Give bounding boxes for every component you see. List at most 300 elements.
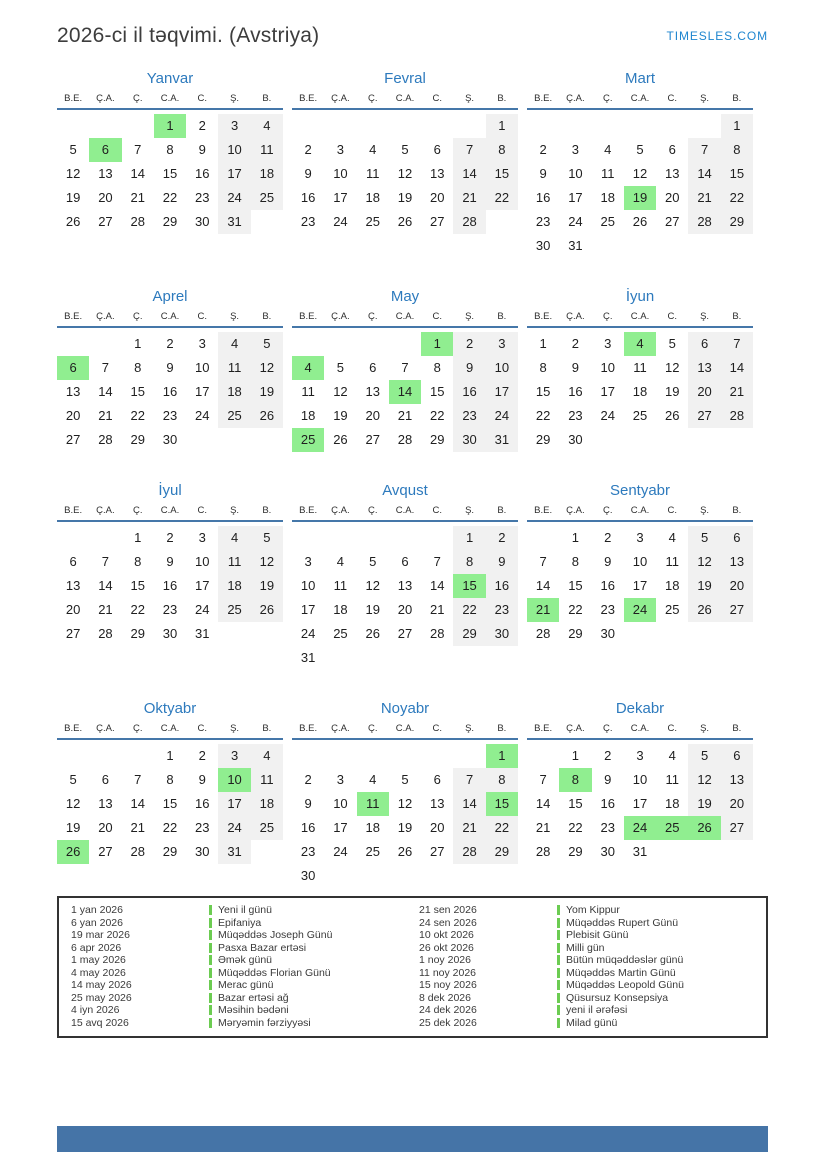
day-cell: 15 xyxy=(721,162,753,186)
week-row xyxy=(527,114,753,138)
day-cell: 30 xyxy=(195,214,210,229)
month-title: Mart xyxy=(625,70,655,87)
day-cell: 15 xyxy=(486,792,518,816)
day-cell: 10 xyxy=(218,138,250,162)
legend-date: 10 okt 2026 xyxy=(419,929,474,941)
week-row xyxy=(292,744,518,768)
day-cell: 20 xyxy=(397,602,413,617)
day-cell: 15 xyxy=(130,578,145,593)
day-cell xyxy=(656,234,688,258)
day-cell xyxy=(421,864,453,888)
holiday-legend xyxy=(57,896,768,1038)
legend-column-right xyxy=(419,904,754,1029)
day-cell: 13 xyxy=(65,578,81,593)
day-cell: 29 xyxy=(130,432,145,447)
day-cell: 7 xyxy=(401,360,409,375)
day-cell: 11 xyxy=(251,768,283,792)
day-cell: 30 xyxy=(162,432,178,447)
day-cell: 27 xyxy=(365,432,380,447)
day-cell: 25 xyxy=(218,404,250,428)
week-row xyxy=(292,598,518,622)
day-cell: 20 xyxy=(688,380,720,404)
week-row xyxy=(527,768,753,792)
day-cell: 16 xyxy=(486,574,518,598)
weekday-label: B.E. xyxy=(299,505,318,516)
day-cell xyxy=(389,744,421,768)
day-cell: 4 xyxy=(668,748,676,763)
day-cell: 24 xyxy=(624,598,656,622)
day-cell xyxy=(421,646,453,670)
week-row xyxy=(57,162,283,186)
day-cell: 29 xyxy=(486,840,518,864)
day-cell: 9 xyxy=(604,772,612,787)
day-cell: 4 xyxy=(292,356,324,380)
day-cell: 17 xyxy=(333,820,348,835)
weekday-label: Ş. xyxy=(465,93,475,104)
day-cell: 1 xyxy=(571,530,580,545)
day-cell: 15 xyxy=(568,796,583,811)
day-cell: 13 xyxy=(430,166,445,181)
weekday-label: B. xyxy=(497,723,507,734)
weekday-label: Ç. xyxy=(602,311,613,322)
day-cell: 18 xyxy=(218,574,250,598)
weekday-label: B.E. xyxy=(64,723,83,734)
day-cell: 12 xyxy=(65,796,81,811)
day-cell: 3 xyxy=(218,114,250,138)
day-cell: 20 xyxy=(98,190,113,205)
week-row xyxy=(527,380,753,404)
month-mart xyxy=(527,70,753,258)
legend-holiday-name xyxy=(557,967,754,980)
day-cell: 23 xyxy=(486,598,518,622)
weekday-label: B.E. xyxy=(534,723,553,734)
month-days xyxy=(57,744,283,864)
day-cell xyxy=(324,114,356,138)
week-row xyxy=(527,840,753,864)
day-cell: 21 xyxy=(721,380,753,404)
month-i̇yul xyxy=(57,482,283,646)
day-cell: 22 xyxy=(453,598,485,622)
day-cell: 3 xyxy=(571,142,580,157)
day-cell: 16 xyxy=(195,166,210,181)
legend-holiday-name xyxy=(209,904,419,917)
day-cell: 7 xyxy=(134,772,142,787)
month-yanvar xyxy=(57,70,283,234)
month-title: Noyabr xyxy=(380,700,430,717)
legend-holiday-name xyxy=(209,992,419,1005)
day-cell: 16 xyxy=(600,796,615,811)
day-cell: 14 xyxy=(453,162,485,186)
day-cell xyxy=(486,864,518,888)
day-cell: 29 xyxy=(430,432,445,447)
week-row xyxy=(292,550,518,574)
day-cell: 5 xyxy=(668,336,676,351)
day-cell: 23 xyxy=(195,190,210,205)
day-cell xyxy=(453,744,485,768)
day-cell: 26 xyxy=(397,214,413,229)
day-cell: 14 xyxy=(130,166,145,181)
day-cell: 10 xyxy=(632,772,648,787)
site-link[interactable]: TIMESLES.COM xyxy=(666,29,768,43)
legend-date: 1 may 2026 xyxy=(71,954,126,966)
day-cell: 13 xyxy=(365,384,380,399)
legend-holiday-label: yeni il ərəfəsi xyxy=(566,1004,628,1016)
weekday-label: C. xyxy=(197,505,208,516)
weekday-label: B. xyxy=(497,505,507,516)
week-row xyxy=(292,162,518,186)
week-row xyxy=(57,428,283,452)
day-cell: 24 xyxy=(218,816,250,840)
day-cell: 23 xyxy=(162,408,178,423)
day-cell: 8 xyxy=(134,360,142,375)
day-cell: 5 xyxy=(251,332,283,356)
month-days xyxy=(292,526,518,670)
day-cell xyxy=(688,234,720,258)
day-cell: 21 xyxy=(130,190,145,205)
day-cell xyxy=(324,332,356,356)
day-cell: 29 xyxy=(453,622,485,646)
legend-holiday-name xyxy=(209,917,419,930)
day-cell: 25 xyxy=(218,598,250,622)
day-cell: 9 xyxy=(166,554,174,569)
day-cell: 13 xyxy=(688,356,720,380)
day-cell: 3 xyxy=(636,530,644,545)
day-cell: 2 xyxy=(198,748,206,763)
day-cell: 21 xyxy=(430,602,445,617)
day-cell: 26 xyxy=(251,598,283,622)
week-row xyxy=(292,840,518,864)
day-cell: 20 xyxy=(721,574,753,598)
month-oktyabr xyxy=(57,700,283,864)
day-cell: 23 xyxy=(600,820,615,835)
day-cell: 16 xyxy=(162,384,178,399)
day-cell xyxy=(389,646,421,670)
day-cell: 30 xyxy=(162,626,178,641)
legend-holiday-label: Yom Kippur xyxy=(566,904,620,916)
month-may xyxy=(292,288,518,452)
day-cell xyxy=(57,114,89,138)
legend-marker-icon xyxy=(209,905,212,915)
day-cell: 9 xyxy=(486,550,518,574)
day-cell: 29 xyxy=(130,626,145,641)
weekday-label: C. xyxy=(197,311,208,322)
day-cell: 27 xyxy=(721,816,753,840)
weekday-label: C.A. xyxy=(160,311,180,322)
week-row xyxy=(292,356,518,380)
day-cell: 26 xyxy=(665,408,680,423)
page-title: 2026-ci il təqvimi. (Avstriya) xyxy=(57,24,320,47)
weekday-label: C. xyxy=(432,505,443,516)
day-cell xyxy=(421,114,453,138)
day-cell: 10 xyxy=(568,166,583,181)
day-cell: 6 xyxy=(668,142,676,157)
weekday-header-row xyxy=(57,505,283,522)
legend-marker-icon xyxy=(557,905,560,915)
weekday-header-row xyxy=(292,723,518,740)
day-cell xyxy=(527,114,559,138)
day-cell: 8 xyxy=(559,768,591,792)
day-cell: 23 xyxy=(162,602,178,617)
day-cell: 18 xyxy=(365,820,380,835)
day-cell: 1 xyxy=(453,526,485,550)
weekday-label: Ç.A. xyxy=(566,723,585,734)
day-cell: 4 xyxy=(668,530,676,545)
weekday-label: Ç.A. xyxy=(331,93,350,104)
day-cell: 13 xyxy=(65,384,81,399)
day-cell: 9 xyxy=(166,360,174,375)
week-row xyxy=(57,768,283,792)
legend-marker-icon xyxy=(557,930,560,940)
day-cell: 23 xyxy=(453,404,485,428)
week-row xyxy=(527,138,753,162)
weekday-label: C.A. xyxy=(630,93,650,104)
day-cell: 12 xyxy=(251,550,283,574)
day-cell: 11 xyxy=(251,138,283,162)
legend-date: 4 iyn 2026 xyxy=(71,1004,120,1016)
day-cell: 23 xyxy=(195,820,210,835)
day-cell xyxy=(57,332,89,356)
day-cell xyxy=(357,332,389,356)
day-cell: 24 xyxy=(568,214,583,229)
weekday-label: C.A. xyxy=(160,93,180,104)
day-cell: 26 xyxy=(688,816,720,840)
day-cell: 1 xyxy=(134,530,142,545)
day-cell: 24 xyxy=(600,408,615,423)
month-title: Avqust xyxy=(382,482,428,499)
day-cell: 27 xyxy=(397,626,413,641)
day-cell xyxy=(721,840,753,864)
day-cell: 7 xyxy=(101,554,110,569)
day-cell: 28 xyxy=(98,432,113,447)
weekday-label: B.E. xyxy=(299,723,318,734)
day-cell: 14 xyxy=(98,578,113,593)
day-cell: 12 xyxy=(397,796,413,811)
weekday-label: C. xyxy=(432,311,443,322)
day-cell: 6 xyxy=(721,744,753,768)
week-row xyxy=(57,404,283,428)
day-cell: 17 xyxy=(632,796,648,811)
legend-date: 11 noy 2026 xyxy=(419,966,477,979)
weekday-label: C. xyxy=(667,93,678,104)
day-cell: 13 xyxy=(397,578,413,593)
day-cell: 2 xyxy=(198,118,206,133)
day-cell: 3 xyxy=(486,332,518,356)
day-cell: 24 xyxy=(195,408,210,423)
weekday-label: B.E. xyxy=(534,505,553,516)
day-cell: 4 xyxy=(218,332,250,356)
day-cell: 24 xyxy=(624,816,656,840)
legend-holiday-label: Müqəddəs Rupert Günü xyxy=(566,916,679,929)
day-cell: 15 xyxy=(535,384,551,399)
month-days xyxy=(292,332,518,452)
day-cell: 29 xyxy=(162,214,178,229)
day-cell: 24 xyxy=(333,214,348,229)
legend-holiday-label: Bütün müqəddəslər günü xyxy=(566,954,684,966)
day-cell: 1 xyxy=(486,114,518,138)
day-cell: 17 xyxy=(195,384,210,399)
legend-holiday-label: Məsihin bədəni xyxy=(218,1004,289,1016)
day-cell: 28 xyxy=(721,404,753,428)
week-row xyxy=(57,138,283,162)
footer-bar xyxy=(57,1126,768,1152)
day-cell: 27 xyxy=(688,404,720,428)
day-cell: 6 xyxy=(433,772,441,787)
legend-holiday-name xyxy=(557,1017,754,1030)
day-cell xyxy=(251,210,283,234)
weekday-label: B. xyxy=(262,723,272,734)
day-cell: 27 xyxy=(98,214,113,229)
day-cell xyxy=(527,744,559,768)
weekday-header-row xyxy=(527,93,753,110)
day-cell: 22 xyxy=(721,186,753,210)
legend-holiday-name xyxy=(209,1004,419,1017)
day-cell: 5 xyxy=(401,772,409,787)
day-cell xyxy=(89,114,121,138)
day-cell: 3 xyxy=(304,554,312,569)
weekday-label: Ç.A. xyxy=(331,723,350,734)
weekday-label: B. xyxy=(732,93,742,104)
day-cell: 5 xyxy=(336,360,345,375)
day-cell: 2 xyxy=(166,530,174,545)
weekday-label: Ç. xyxy=(367,311,378,322)
day-cell: 17 xyxy=(300,602,316,617)
day-cell: 6 xyxy=(57,356,89,380)
weekday-label: B. xyxy=(497,311,507,322)
legend-holiday-label: Pasxa Bazar ertəsi xyxy=(218,941,307,954)
month-title: Fevral xyxy=(384,70,426,87)
day-cell: 11 xyxy=(365,166,380,181)
weekday-label: B. xyxy=(732,311,742,322)
legend-holiday-name xyxy=(557,917,754,930)
week-row xyxy=(292,768,518,792)
day-cell: 19 xyxy=(65,190,81,205)
day-cell xyxy=(57,744,89,768)
week-row xyxy=(292,138,518,162)
day-cell: 16 xyxy=(162,578,178,593)
legend-marker-icon xyxy=(557,943,560,953)
day-cell: 23 xyxy=(300,844,316,859)
legend-marker-icon xyxy=(209,943,212,953)
day-cell: 10 xyxy=(486,356,518,380)
day-cell: 16 xyxy=(535,190,551,205)
day-cell: 9 xyxy=(539,166,547,181)
week-row xyxy=(57,114,283,138)
weekday-label: C. xyxy=(197,723,208,734)
legend-date: 15 noy 2026 xyxy=(419,979,477,991)
day-cell xyxy=(218,622,250,646)
week-row xyxy=(527,574,753,598)
day-cell: 21 xyxy=(527,598,559,622)
legend-marker-icon xyxy=(209,993,212,1003)
day-cell: 7 xyxy=(433,554,441,569)
weekday-label: B. xyxy=(732,505,742,516)
day-cell: 20 xyxy=(430,820,445,835)
day-cell xyxy=(688,428,720,452)
day-cell: 22 xyxy=(486,186,518,210)
weekday-label: Ç. xyxy=(132,311,143,322)
day-cell: 5 xyxy=(636,142,644,157)
day-cell: 30 xyxy=(600,626,615,641)
day-cell xyxy=(324,646,356,670)
day-cell: 22 xyxy=(130,602,145,617)
day-cell: 11 xyxy=(665,772,680,787)
weekday-label: Ş. xyxy=(700,505,710,516)
day-cell: 25 xyxy=(656,816,688,840)
legend-holiday-label: Yeni il günü xyxy=(218,904,272,916)
legend-holiday-name xyxy=(557,929,754,942)
legend-date: 6 apr 2026 xyxy=(71,941,122,954)
legend-date: 8 dek 2026 xyxy=(419,991,471,1004)
day-cell xyxy=(389,332,421,356)
day-cell: 15 xyxy=(568,578,583,593)
week-row xyxy=(57,840,283,864)
day-cell: 8 xyxy=(539,360,547,375)
day-cell: 29 xyxy=(535,432,551,447)
legend-date: 4 may 2026 xyxy=(71,966,126,979)
legend-holiday-label: Əmək günü xyxy=(218,954,273,966)
day-cell xyxy=(324,864,356,888)
day-cell: 27 xyxy=(65,626,81,641)
day-cell: 6 xyxy=(369,360,377,375)
day-cell: 17 xyxy=(333,190,348,205)
day-cell: 1 xyxy=(486,744,518,768)
day-cell: 9 xyxy=(571,360,580,375)
legend-holiday-label: Plebisit Günü xyxy=(566,929,629,941)
day-cell: 28 xyxy=(130,214,145,229)
day-cell: 21 xyxy=(98,602,113,617)
day-cell: 1 xyxy=(721,114,753,138)
day-cell xyxy=(656,840,688,864)
day-cell: 28 xyxy=(535,626,551,641)
weekday-label: C.A. xyxy=(395,311,415,322)
legend-marker-icon xyxy=(557,955,560,965)
day-cell: 7 xyxy=(721,332,753,356)
day-cell: 25 xyxy=(292,428,324,452)
day-cell: 31 xyxy=(486,428,518,452)
weekday-header-row xyxy=(527,311,753,328)
week-row xyxy=(527,598,753,622)
day-cell: 12 xyxy=(365,578,380,593)
day-cell: 28 xyxy=(397,432,413,447)
weekday-label: C. xyxy=(432,93,443,104)
day-cell: 4 xyxy=(218,526,250,550)
day-cell xyxy=(592,428,624,452)
day-cell xyxy=(656,114,688,138)
day-cell: 4 xyxy=(251,744,283,768)
day-cell: 17 xyxy=(218,792,250,816)
day-cell xyxy=(421,744,453,768)
day-cell xyxy=(624,622,656,646)
day-cell: 22 xyxy=(162,820,178,835)
day-cell: 19 xyxy=(251,380,283,404)
day-cell: 18 xyxy=(300,408,316,423)
day-cell: 17 xyxy=(632,578,648,593)
legend-holiday-label: Müqəddəs Florian Günü xyxy=(218,966,331,979)
day-cell: 13 xyxy=(721,768,753,792)
day-cell: 5 xyxy=(69,772,77,787)
day-cell xyxy=(559,114,591,138)
weekday-label: B. xyxy=(497,93,507,104)
month-i̇yun xyxy=(527,288,753,452)
legend-holiday-label: Milad günü xyxy=(566,1016,618,1029)
day-cell: 7 xyxy=(539,554,547,569)
week-row xyxy=(527,550,753,574)
day-cell: 17 xyxy=(600,384,615,399)
day-cell xyxy=(389,114,421,138)
weekday-header-row xyxy=(527,505,753,522)
month-title: İyun xyxy=(625,288,655,305)
day-cell: 22 xyxy=(535,408,551,423)
